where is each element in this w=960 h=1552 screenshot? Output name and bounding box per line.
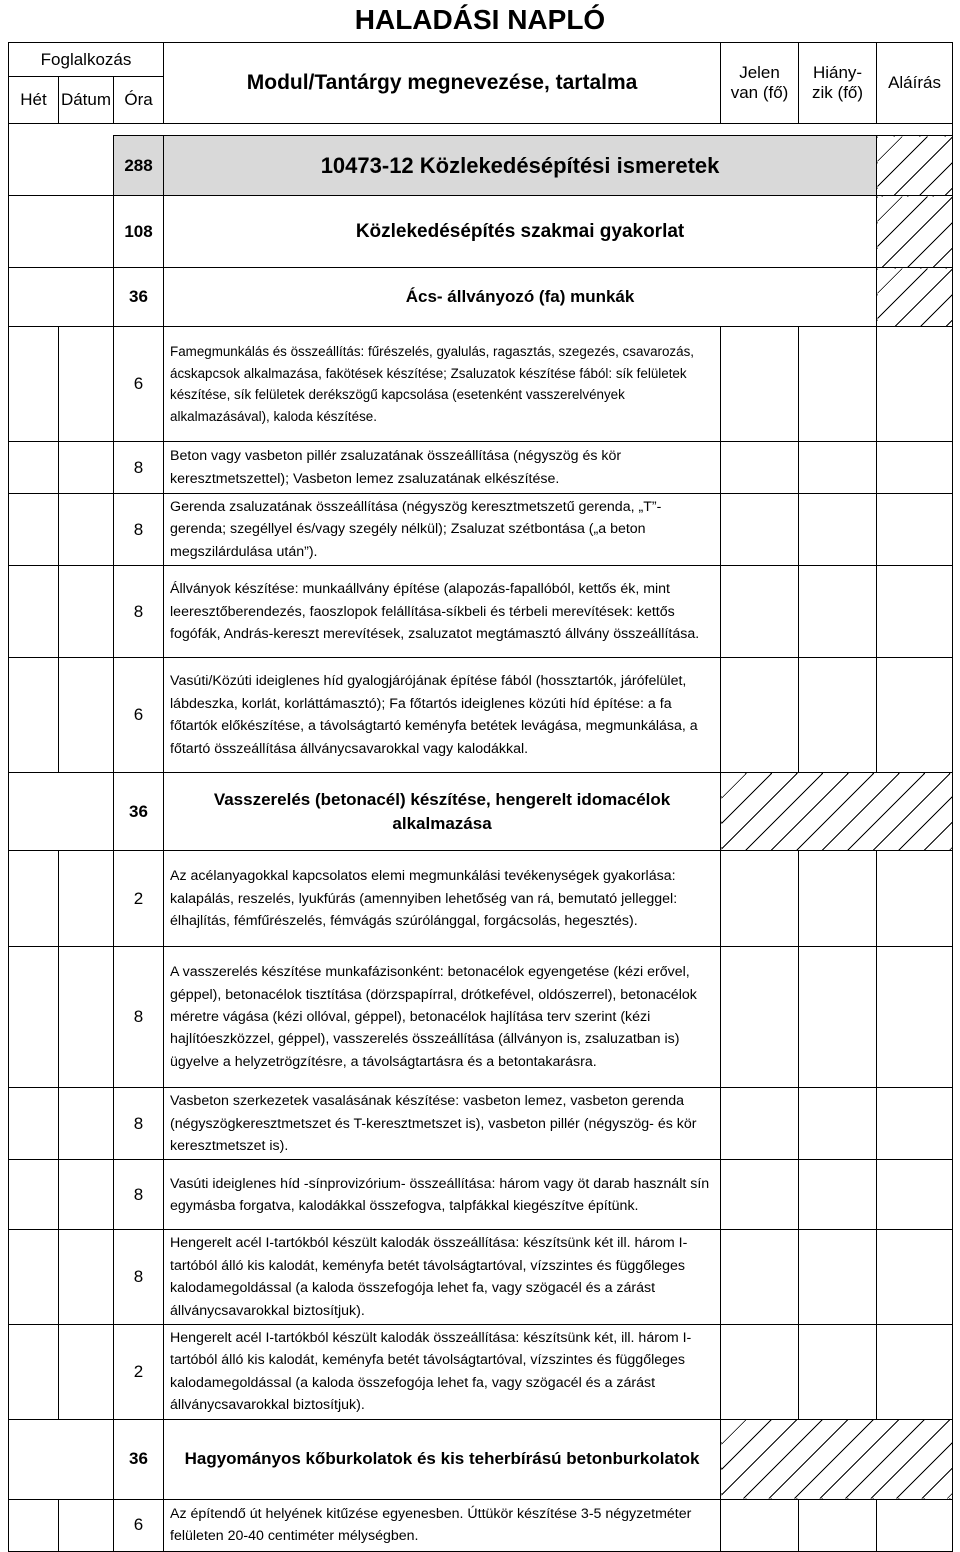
module-row xyxy=(9,136,953,196)
page-title: HALADÁSI NAPLÓ xyxy=(354,4,606,35)
alairas-cell xyxy=(877,1160,953,1230)
topic-row xyxy=(9,1419,953,1499)
lesson-hours: 8 xyxy=(114,442,164,494)
topic-row xyxy=(9,773,953,851)
hiany-cell xyxy=(799,1230,877,1325)
module-row xyxy=(9,268,953,327)
het-cell xyxy=(9,1230,59,1325)
progress-log-table xyxy=(8,42,953,1552)
alairas-cell xyxy=(877,658,953,773)
het-cell xyxy=(9,947,59,1088)
lesson-row xyxy=(9,1230,953,1325)
het-cell xyxy=(9,1160,59,1230)
jelen-cell xyxy=(721,1230,799,1325)
alairas-cell xyxy=(877,1325,953,1420)
jelen-cell xyxy=(721,442,799,494)
lesson-hours: 2 xyxy=(114,1325,164,1420)
lesson-row xyxy=(9,442,953,494)
signature-hatch xyxy=(877,136,953,196)
jelen-cell xyxy=(721,1160,799,1230)
datum-cell xyxy=(59,1160,114,1230)
jelen-cell xyxy=(721,566,799,658)
lesson-content: Beton vagy vasbeton pillér zsaluzatának összeállítása (négyszög és kör keresztmetszettel); Vasbeton lemez zsaluzatának elkészítése. xyxy=(164,442,721,494)
module-hours: 36 xyxy=(114,268,164,327)
module-hours: 108 xyxy=(114,196,164,268)
alairas-cell xyxy=(877,1499,953,1551)
lesson-row xyxy=(9,1325,953,1420)
het-cell xyxy=(9,327,59,442)
lesson-content: Hengerelt acél I-tartókból készült kalodák összeállítása: készítsünk két, ill. három I-tartóból álló kis kalodát, keményfa betét távolságtartóval, vízszintes és függőleges kalodamegoldással (a kaloda összefogója lehet fa, vagy szögacél és a zárást állványcsavarokkal biztosítjuk). xyxy=(164,1325,721,1420)
header-hiany-line2: zik (fő) xyxy=(812,83,864,102)
het-cell xyxy=(9,1499,59,1551)
alairas-cell xyxy=(877,947,953,1088)
hiany-cell xyxy=(799,1088,877,1160)
topic-hours: 36 xyxy=(114,1419,164,1499)
lesson-hours: 8 xyxy=(114,1230,164,1325)
jelen-cell xyxy=(721,1325,799,1420)
module-title: 10473-12 Közlekedésépítési ismeretek xyxy=(164,136,877,196)
datum-cell xyxy=(59,566,114,658)
jelen-cell xyxy=(721,1088,799,1160)
het-cell xyxy=(9,1325,59,1420)
hiany-cell xyxy=(799,1325,877,1420)
header-datum: Dátum xyxy=(59,77,114,124)
alairas-cell xyxy=(877,494,953,566)
topic-hours: 36 xyxy=(114,773,164,851)
header-ora: Óra xyxy=(114,77,164,124)
module-title: Közlekedésépítés szakmai gyakorlat xyxy=(164,196,877,268)
module-hours: 288 xyxy=(114,136,164,196)
datum-cell xyxy=(59,442,114,494)
lesson-row xyxy=(9,947,953,1088)
lesson-hours: 6 xyxy=(114,327,164,442)
lesson-row xyxy=(9,566,953,658)
hiany-cell xyxy=(799,658,877,773)
alairas-cell xyxy=(877,566,953,658)
alairas-cell xyxy=(877,851,953,947)
jelen-cell xyxy=(721,851,799,947)
lesson-hours: 8 xyxy=(114,1088,164,1160)
lesson-row xyxy=(9,494,953,566)
lesson-hours: 6 xyxy=(114,658,164,773)
lesson-content: A vasszerelés készítése munkafázisonként: betonacélok egyengetése (kézi erővel, géppel), betonacélok tisztítása (dörzspapírral, drótkefével, oldószerrel), betonacélok méretre vágása (kézi ollóval, géppel), betonacélok hajlítása terv szerint (kézi hajlítóeszközzel, géppel), vasszerelés összeállítása (állványon is, zsaluzatban is) ügyelve a helyzetrögzítésre, a távolságtartásra és a betontakarásra. xyxy=(164,947,721,1088)
lesson-row xyxy=(9,1088,953,1160)
lesson-hours: 2 xyxy=(114,851,164,947)
header-row-top xyxy=(9,43,953,77)
hiany-cell xyxy=(799,327,877,442)
jelen-cell xyxy=(721,658,799,773)
header-jelen xyxy=(721,43,799,124)
header-foglalkozas: Foglalkozás xyxy=(9,43,164,77)
het-cell xyxy=(9,658,59,773)
het-cell xyxy=(9,1088,59,1160)
jelen-cell xyxy=(721,1499,799,1551)
lesson-content: Famegmunkálás és összeállítás: fűrészelés, gyalulás, ragasztás, szegezés, csavarozás, ácskapcsok alkalmazása, fakötések készítése; Zsaluzatok készítése fából: sík felületek készítése, sík felületek derékszögű kapcsolása (esetenként vasszerelvények alkalmazásával), kaloda készítése. xyxy=(164,327,721,442)
lesson-hours: 6 xyxy=(114,1499,164,1551)
alairas-cell xyxy=(877,1230,953,1325)
header-hiany xyxy=(799,43,877,124)
lesson-row xyxy=(9,327,953,442)
header-jelen-line1: Jelen xyxy=(739,63,780,82)
datum-cell xyxy=(59,494,114,566)
alairas-cell xyxy=(877,442,953,494)
header-alairas: Aláírás xyxy=(877,43,953,124)
datum-cell xyxy=(59,1088,114,1160)
datum-cell xyxy=(59,851,114,947)
hiany-cell xyxy=(799,566,877,658)
datum-cell xyxy=(59,327,114,442)
spacer-row xyxy=(9,124,953,136)
topic-title: Hagyományos kőburkolatok és kis teherbírású betonburkolatok xyxy=(164,1419,721,1499)
signature-hatch xyxy=(877,196,953,268)
jelen-cell xyxy=(721,494,799,566)
lesson-row xyxy=(9,851,953,947)
lesson-hours: 8 xyxy=(114,566,164,658)
lesson-content: Állványok készítése: munkaállvány építése (alapozás-fapallóból, kettős ék, mint leeresztőberendezés, faoszlopok felállítása-síkbeli és térbeli merevítések: kettős fogófák, András-kereszt merevítések, zsaluzatot megtámasztó állvány összeállítása. xyxy=(164,566,721,658)
lesson-content: Az acélanyagokkal kapcsolatos elemi megmunkálási tevékenységek gyakorlása: kalapálás, reszelés, lyukfúrás (amennyiben lehetőség van rá, bemutató jelleggel: élhajlítás, fémfűrészelés, fémvágás szúrólánggal, forgácsolás, hegesztés). xyxy=(164,851,721,947)
jelen-cell xyxy=(721,947,799,1088)
lesson-row xyxy=(9,1160,953,1230)
signature-hatch xyxy=(877,268,953,327)
hiany-cell xyxy=(799,947,877,1088)
hiany-cell xyxy=(799,494,877,566)
topic-title: Vasszerelés (betonacél) készítése, hengerelt idomacélok alkalmazása xyxy=(164,773,721,851)
hiany-cell xyxy=(799,1160,877,1230)
header-het: Hét xyxy=(9,77,59,124)
datum-cell xyxy=(59,1499,114,1551)
hiany-cell xyxy=(799,1499,877,1551)
het-cell xyxy=(9,851,59,947)
header-modul: Modul/Tantárgy megnevezése, tartalma xyxy=(164,43,721,124)
header-jelen-line2: van (fő) xyxy=(730,83,789,102)
datum-cell xyxy=(59,1325,114,1420)
datum-cell xyxy=(59,947,114,1088)
topic-hatch xyxy=(721,1419,953,1499)
het-cell xyxy=(9,566,59,658)
hiany-cell xyxy=(799,851,877,947)
jelen-cell xyxy=(721,327,799,442)
alairas-cell xyxy=(877,1088,953,1160)
datum-cell xyxy=(59,1230,114,1325)
lesson-hours: 8 xyxy=(114,494,164,566)
module-title: Ács- állványozó (fa) munkák xyxy=(164,268,877,327)
lesson-content: Vasúti ideiglenes híd -sínprovizórium- összeállítása: három vagy öt darab használt sín egymásba forgatva, kalodákkal összefogva, talpfákkal kiegészítve építünk. xyxy=(164,1160,721,1230)
module-row xyxy=(9,196,953,268)
lesson-content: Gerenda zsaluzatának összeállítása (négyszög keresztmetszetű gerenda, „T”- gerenda; szegéllyel és/vagy szegély nélkül); Zsaluzat szétbontása („a beton megszilárdulása után”). xyxy=(164,494,721,566)
lesson-row xyxy=(9,1499,953,1551)
hiany-cell xyxy=(799,442,877,494)
lesson-content: Hengerelt acél I-tartókból készült kalodák összeállítása: készítsünk két ill. három I-tartóból álló kis kalodát, keményfa betét távolságtartóval, vízszintes és függőleges kalodamegoldással (a kaloda összefogója lehet fa, vagy szögacél és a zárást állványcsavarokkal biztosítjuk). xyxy=(164,1230,721,1325)
topic-hatch xyxy=(721,773,953,851)
datum-cell xyxy=(59,658,114,773)
lesson-content: Vasúti/Közúti ideiglenes híd gyalogjárójának építése fából (hossztartók, járófelület, lábdeszka, korlát, korláttámasztó); Fa főtartós ideiglenes közúti híd építése: a fa főtartók előkészítése, a távolságtartó keményfa betétek levágása, megmunkálása, a főtartó összeállítása állványcsavarokkal vagy kalodákkal. xyxy=(164,658,721,773)
header-hiany-line1: Hiány- xyxy=(812,63,863,82)
het-cell xyxy=(9,494,59,566)
het-cell xyxy=(9,442,59,494)
lesson-hours: 8 xyxy=(114,947,164,1088)
alairas-cell xyxy=(877,327,953,442)
lesson-hours: 8 xyxy=(114,1160,164,1230)
lesson-row xyxy=(9,658,953,773)
lesson-content: Az építendő út helyének kitűzése egyenesben. Úttükör készítése 3-5 négyzetméter felületen 20-40 centiméter mélységben. xyxy=(164,1499,721,1551)
lesson-content: Vasbeton szerkezetek vasalásának készítése: vasbeton lemez, vasbeton gerenda (négyszögkeresztmetszet és T-keresztmetszet is), vasbeton pillér (négyszög- és kör keresztmetszet is). xyxy=(164,1088,721,1160)
